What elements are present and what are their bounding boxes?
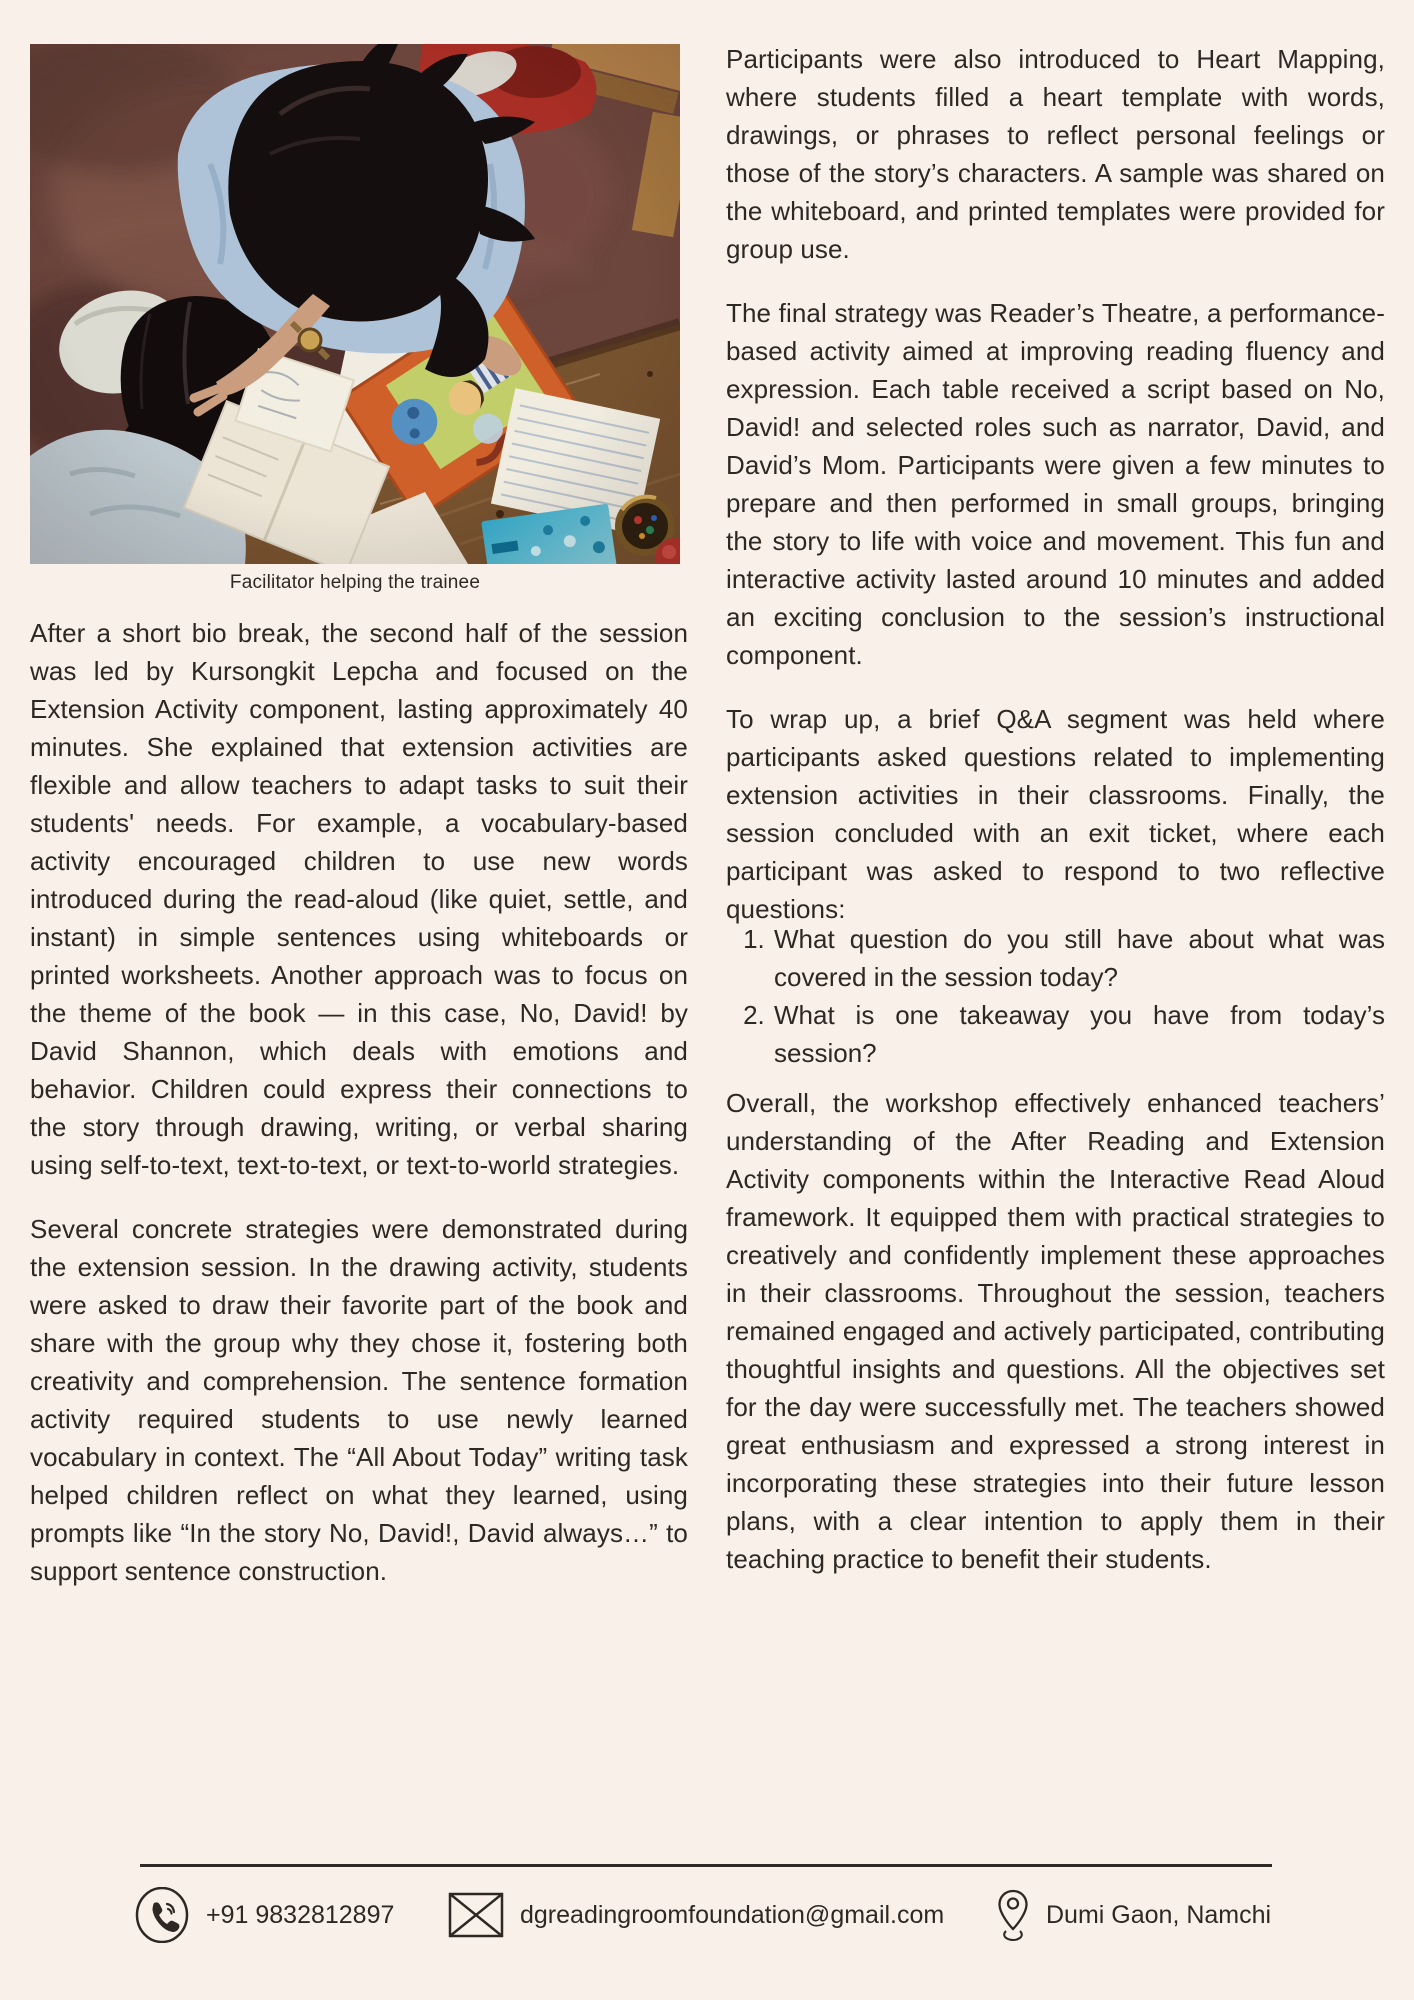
photo-figure [30, 44, 680, 594]
body-paragraph: Participants were also introduced to Heart Mapping, where students filled a heart template with words, drawings, or phrases to reflect personal feelings or those of the story’s characters. A sample was shared on the whiteboard, and printed templates were provided for group use. [726, 44, 1385, 264]
closing-paragraph: Overall, the workshop effectively enhanced teachers’ understanding of the After Reading and Extension Activity components within the Interactive Read Aloud framework. It equipped them with practical strategies to creatively and confidently implement these approaches in their classrooms. Throughout the session, teachers remained engaged and actively participated, contributing thoughtful insights and questions. All the objectives set for the day were successfully met. The teachers showed great enthusiasm and expressed a strong interest in incorporating these strategies into their future lesson plans, with a clear intention to apply them in their teaching practice to benefit their students. [726, 1088, 1385, 1574]
footer-location [996, 1884, 1271, 1946]
location-text: Dumi Gaon, Namchi [1046, 1900, 1272, 1929]
phone-number: +91 9832812897 [206, 1900, 395, 1929]
classroom-photo [30, 44, 680, 564]
photo-caption: Facilitator helping the trainee [229, 572, 481, 593]
body-paragraph: After a short bio break, the second half of the session was led by Kursongkit Lepcha and focused on the Extension Activity component, lasting approximately 40 minutes. She explained that extension activities are flexible and allow teachers to adapt tasks to suit their students' needs. For example, a vocabulary-based activity encouraged children to use new words introduced during the read-aloud (like quiet, settle, and instant) in simple sentences using whiteboards or printed worksheets. Another approach was to focus on the theme of the book — in this case, No, David! by David Shannon, which deals with emotions and behavior. Children could express their connections to the story through drawing, writing, or verbal sharing using self-to-text, text-to-text, or text-to-world strategies. [30, 618, 688, 1180]
list-item: 1. What question do you still have about what was covered in the session today? [772, 920, 1385, 996]
body-paragraph: To wrap up, a brief Q&A segment was held where participants asked questions related to implementing extension activities in their classrooms. Finally, the session concluded with an exit ticket, where each participant was asked to respond to two reflective questions: [726, 704, 1385, 924]
left-column [30, 44, 688, 1616]
footer-phone [134, 1884, 394, 1946]
body-paragraph: Several concrete strategies were demonstrated during the extension session. In the drawing activity, students were asked to draw their favorite part of the book and share with the group why they chose it, fostering both creativity and comprehension. The sentence formation activity required students to use newly learned vocabulary in context. The “All About Today” writing task helped children reflect on what they learned, using prompts like “In the story No, David!, David always…” to support sentence construction. [30, 1214, 688, 1586]
reflective-questions-list [726, 920, 1385, 1072]
email-address: dgreadingroomfoundation@gmail.com [520, 1900, 945, 1929]
footer-email [448, 1884, 944, 1946]
body-paragraph: The final strategy was Reader’s Theatre, a performance-based activity aimed at improving reading fluency and expression. Each table received a script based on No, David! and selected roles such as narrator, David, and David’s Mom. Participants were given a few minutes to prepare and then performed in small groups, bringing the story to life with voice and movement. This fun and interactive activity lasted around 10 minutes and added an exciting conclusion to the session’s instructional component. [726, 298, 1385, 670]
phone-icon [134, 1887, 190, 1943]
email-icon [448, 1892, 504, 1938]
right-column [726, 40, 1385, 1578]
footer-divider [140, 1864, 1272, 1867]
list-item: 2. What is one takeaway you have from today’s session? [772, 996, 1385, 1072]
location-pin-icon [996, 1889, 1030, 1941]
